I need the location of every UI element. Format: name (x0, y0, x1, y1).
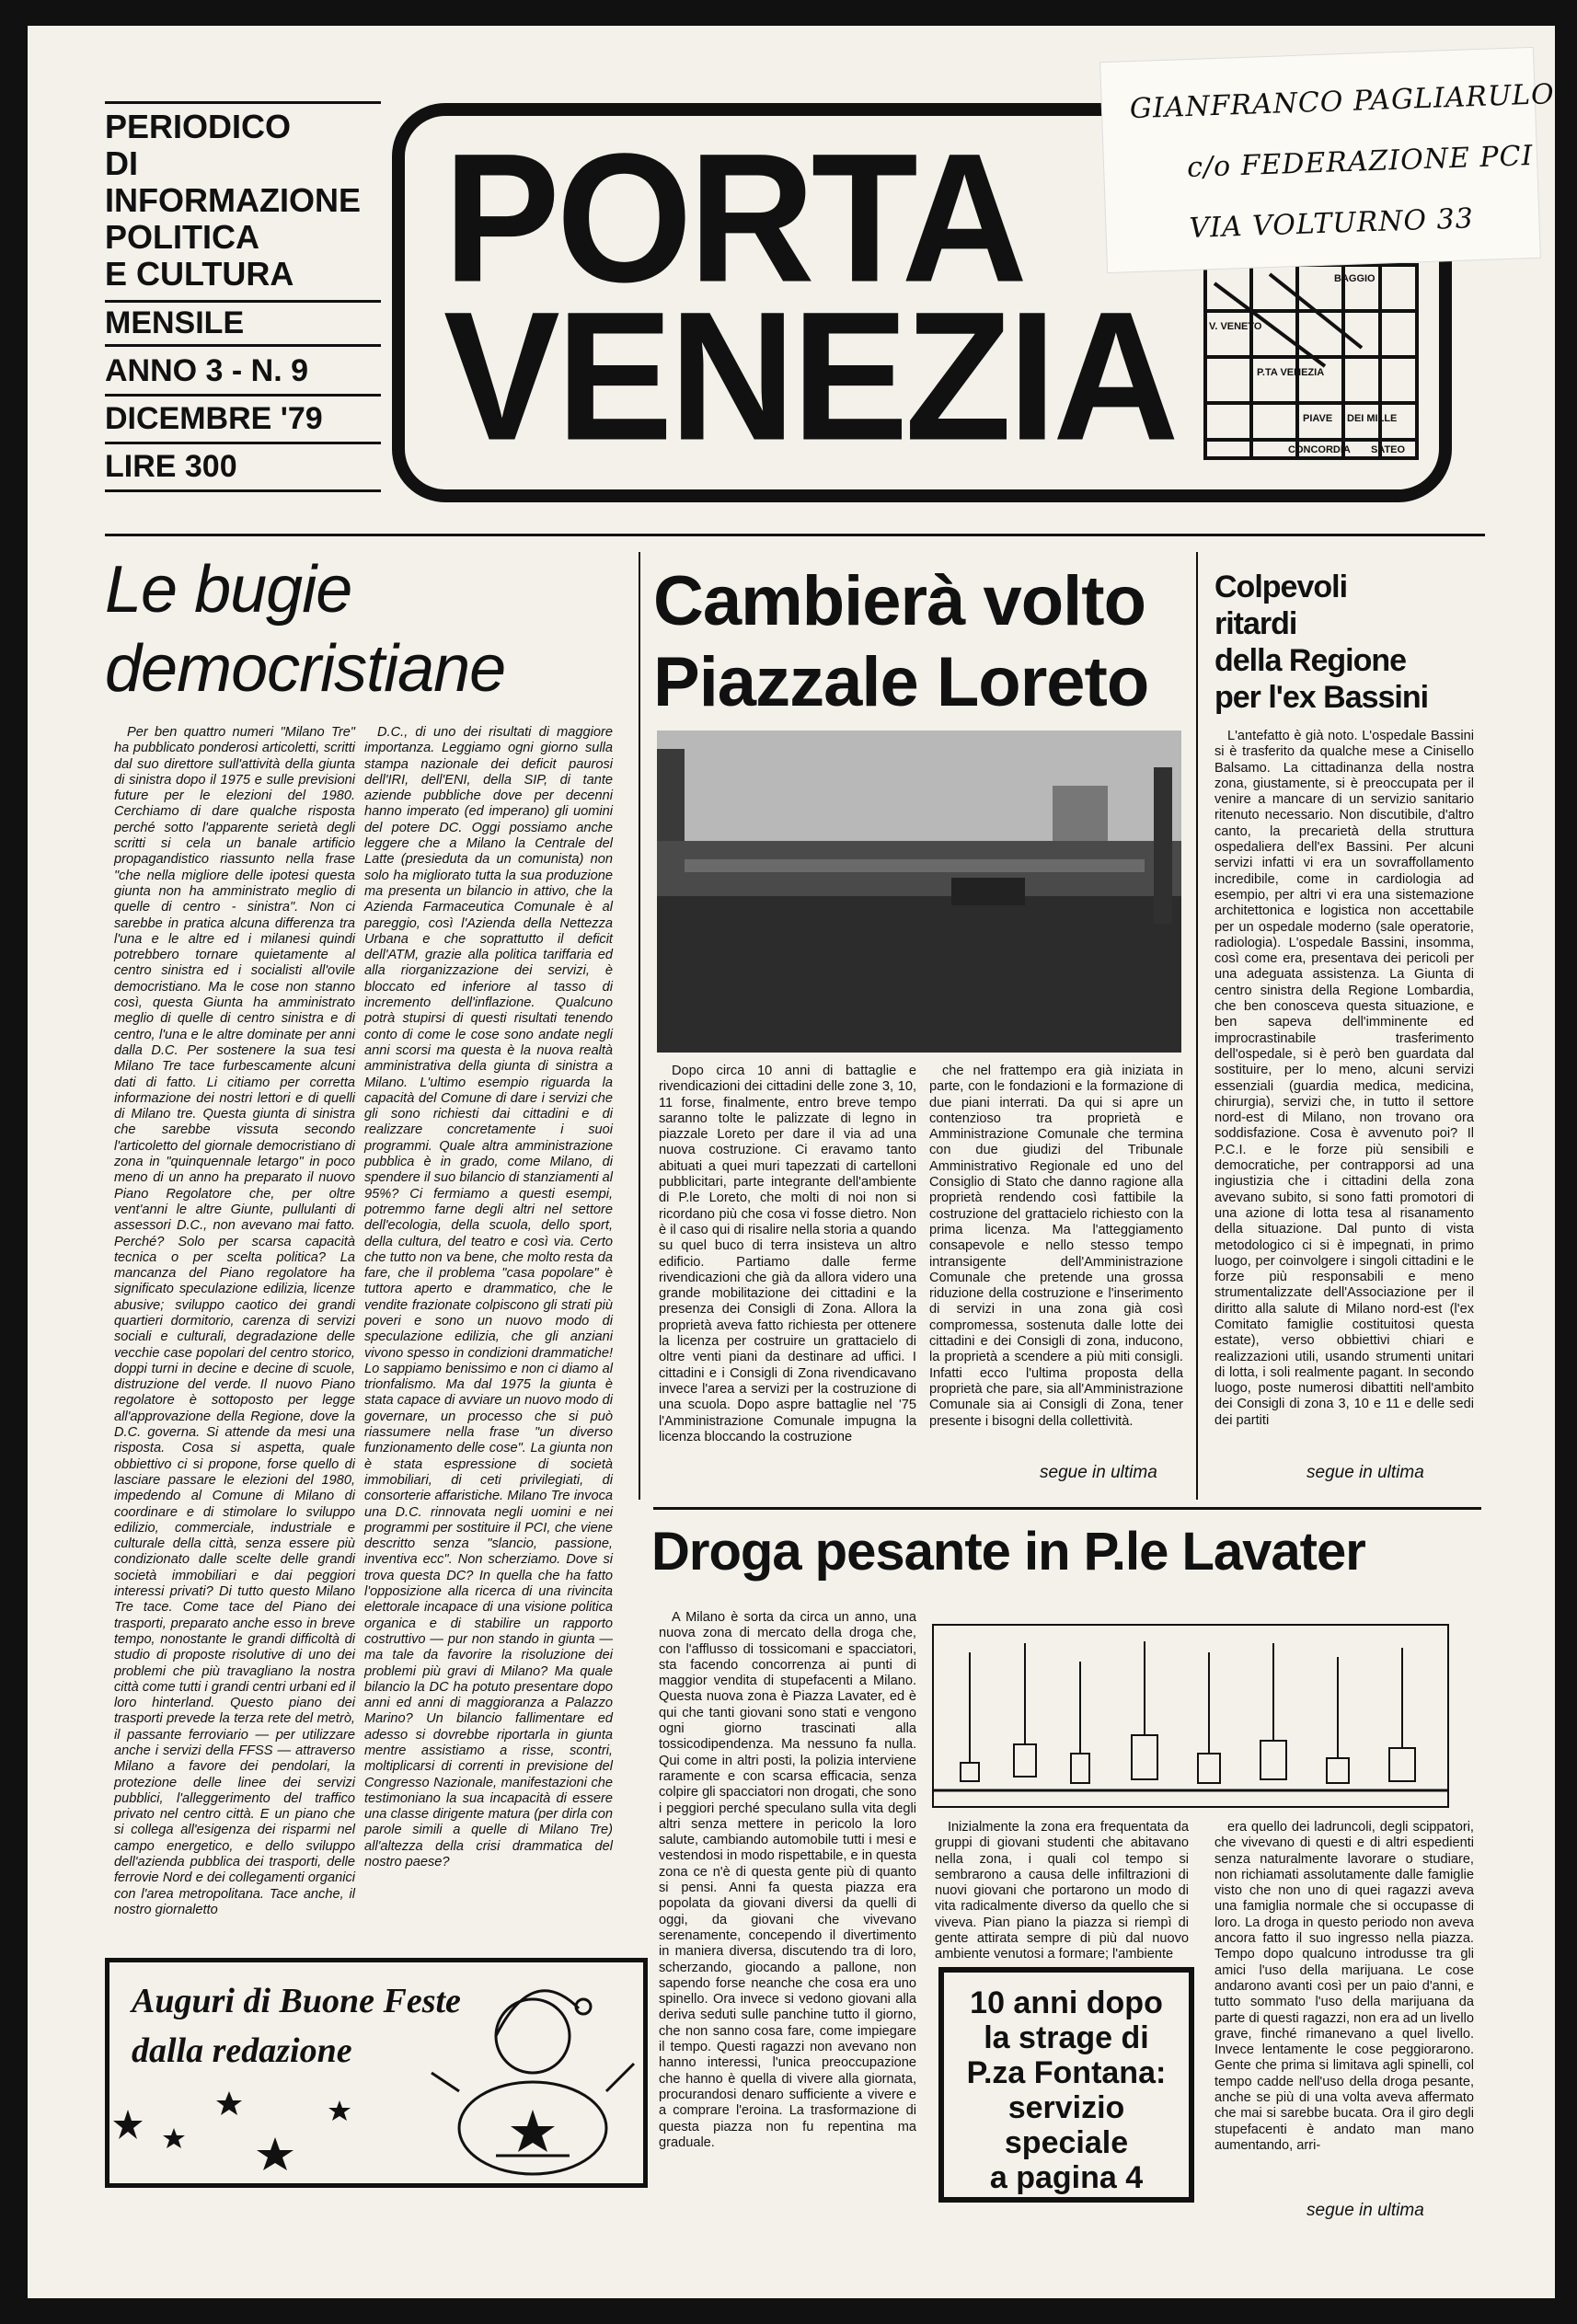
map-label: V. VENETO (1209, 321, 1262, 332)
fontana-line: a pagina 4 (989, 2160, 1144, 2195)
map-label: DEI MILLE (1347, 413, 1398, 424)
section-divider (653, 1507, 1481, 1510)
masthead-rule (105, 442, 381, 444)
masthead-rule (105, 394, 381, 397)
fontana-line: speciale (1004, 2125, 1129, 2160)
area-map (1196, 256, 1426, 467)
info-line: INFORMAZIONE (105, 181, 361, 219)
photo-piazzale-loreto (657, 731, 1181, 1053)
issue-date: DICEMBRE '79 (105, 401, 323, 436)
headline-line: Colpevoli (1214, 569, 1348, 604)
article-droga-col2: Inizialmente la zona era frequentata da gruppi di giovani studenti che abitavano nella zona, i quali col tempo si sembrarono a causa delle infiltrazioni di nuovi giovani che portarono un modo di vita radicalmente diverso da quello che si viveva. Pian piano la piazza si riempì di gente attirata sempre di più dal nuovo ambiente venutosi a formare; l'ambiente (935, 1820, 1189, 1962)
headline-line: per l'ex Bassini (1214, 680, 1429, 715)
headline-loreto (653, 561, 1148, 723)
article-loreto-col2: che nel frattempo era già iniziata in parte, con le fondazioni e la formazione di due piani interrati. Da qui si apre un contenzioso tra proprietà e Amministrazione Comunale che termina con due giudizi del Tribunale Amministrativo Regionale ed uno del Consiglio di Stato che danno ragione alla proprietà rendendo così fattibile la costruzione del grattacielo richiesto con la prima licenza. Ma l'atteggiamento consapevole e nello stesso tempo intransigente dell'Amministrazione Comunale che pretende una grossa riduzione della costruzione e l'inserimento di servizi in una zona già così compromessa, sostenuta dalle lotte dei cittadini e dei Consigli di zona, inducono, la proprietà a scendere a più miti consigli. Infatti ecco l'ultima proposta della proprietà che pare, sia all'Amministrazione Comunale sia ai Consigli di Zona, tener presente i bisogni della collettività. (929, 1064, 1183, 1429)
logo-title-venezia: VENEZIA (443, 273, 1176, 479)
masthead-divider (105, 534, 1485, 536)
headline-line: Le bugie (105, 553, 352, 627)
headline-bugie (105, 550, 620, 708)
issue-number: ANNO 3 - N. 9 (105, 353, 309, 388)
article-bugie-col1: Per ben quattro numeri "Milano Tre" ha pubblicato ponderosi articoletti, scritti dal suo direttore sull'attività della giunta di sinistra dopo il 1975 e sulle previsioni future per le elezioni del 1980. Cerchiamo di dare qualche risposta perché sotto l'apparente serietà degli scritti si cela un banale artificio propagandistico riassunto nella frase "che nella migliore delle ipotesi questa giunta non ha amministrato meglio di quelle di centro - sinistra". Non ci sarebbe in pratica alcuna differenza tra l'una e le altre ed i milanesi quindi potrebbero tornare quietamente al centro sinistra ed i socialisti all'ovile democristiano. Ma le cose non stanno così, questa Giunta ha amministrato meglio di quelle di centro sinistra e di centro, l'una e le altre dominate per anni dalla D.C. Per sostenere la sua tesi Milano Tre tace furbescamente alcuni dati di fatto. Li citiamo per corretta informazione dei nostri lettori e di quelli di Milano tre. Questa giunta di sinistra che sarebbe vissuta secondo l'articoletto del giornale democristiano di zona in "quinquennale letargo" in poco meno di un anno ha preparato il nuovo Piano Regolatore che, per oltre vent'anni le altre Giunte, pullulanti di assessori D.C., non avevano mai fatto. Perché? Solo per scarsa capacità tecnica o per scelta politica? La mancanza del Piano regolatore ha significato speculazione edilizia, licenze abusive; sviluppo caotico dei grandi quartieri dormitorio, carenza di servizi sociali e culturali, degradazione delle vecchie case popolari del centro storico, doppi turni in decine e decine di scuole, distruzione del verde. Il nuovo Piano regolatore è sottoposto per legge all'approvazione della Regione, dove la D.C. governa. Si attende da mesi una risposta. Cosa si aspetta, quale obbiettivo ci si propone, forse quello di lasciare passare le elezioni del 1980, impedendo al Comune di Milano di coordinare e di stimolare lo sviluppo edilizio, commerciale, industriale e culturale della città, senza essere più condizionato dalle scelte delle grandi società immobiliari e dai peggiori interessi privati? Di tutto questo Milano Tre tace. Come tace del Piano dei trasporti, preparato anche esso in breve tempo, nonostante le grandi difficoltà di studio di proposte risolutive di uno dei problemi che più travagliano la nostra città come tutti i grandi centri urbani ed il loro hinterland. Questo piano dei trasporti prevede la terza rete del metrò, il passante ferroviario — per utilizzare anche i servizi della FFSS — attraverso Milano a favore dei pendolari, la protezione delle linee dei servizi pubblici, l'alleggerimento del traffico privato nel centro città. E un piano che si collega all'esigenza dei risparmi nel campo energetico, e dello sviluppo dell'azienda pubblica dei trasporti, delle ferrovie Nord e dei collegamenti organici con l'area metropolitana. Tace anche, il nostro giornaletto (114, 725, 355, 1917)
continued-note: segue in ultima (1306, 2201, 1424, 2220)
fontana-line: servizio (1007, 2090, 1125, 2125)
article-loreto-col1: Dopo circa 10 anni di battaglie e rivendicazioni dei cittadini delle zone 3, 10, 11 forse, finalmente, entro breve tempo saranno tolte le palizzate di legno in piazzale Loreto per dare il via ad una nuova costruzione. Ci eravamo tanto abituati a quei muri tapezzati di cartelloni pubblicitari, parte integrante dell'ambiente di P.le Loreto, che molti di noi non si ricordano più che cosa vi fosse dietro. Non è il caso qui di risalire nella storia a quando su quel buco di terra insisteva un altro edificio. Partiamo dalle ferme rivendicazioni che già da allora videro una grande mobilitazione dei cittadini e la presenza dei Consigli di Zona. Allora la proprietà aveva fatto richiesta per ottenere la licenza per costruire un grattacielo di oltre venti piani da destinare ad uffici. I cittadini e i Consigli di Zona rivendicavano invece l'area a servizi per la costruzione di una scuola. Dopo aspre battaglie nel '75 l'Amministrazione Comunale impugna la licenza bloccando la costruzione (659, 1064, 916, 1444)
greeting-line: dalla redazione (132, 2031, 352, 2070)
info-line: E CULTURA (105, 255, 294, 293)
fontana-line: 10 anni dopo (970, 1985, 1163, 2020)
address-note (1100, 48, 1556, 272)
info-line: DI (105, 144, 138, 182)
map-label: CONCORDIA (1288, 444, 1351, 455)
map-label: PIAVE (1303, 413, 1333, 424)
masthead-rule (105, 344, 381, 347)
article-bassini-body: L'antefatto è già noto. L'ospedale Bassini si è trasferito da qualche mese a Cinisello Balsamo. La cittadinanza della nostra zona, giustamente, si è preoccupata per il venire a mancare di un servizio sanitario ritenuto necessario. Non discutibile, d'altro canto, la precarietà della struttura ospedaliera dell'ex Bassini. Per alcuni servizi infatti vi era un sovraffollamento incredibile, come in cardiologia ad esempio, per altri vi era una sistemazione architettonica e logistica non accettabile per un ospedale moderno (sale operatorie, radiologia). L'ospedale Bassini, insomma, così come era, presentava dei pericoli per una adeguata assistenza. La Giunta di centro sinistra della Regione Lombardia, che ben conosceva questa situazione, e ben sapeva dell'imminente ed improcrastinabile trasferimento dell'ospedale, si è però ben guardata dal sostituire, per lo meno, alcuni servizi essenziali (guardia medica, medicina, chirurgia), servizi che, in tutto il settore nord-est di Milano, non trovano ora soddisfazione. Cosa è avvenuto poi? Il P.C.I. e le forze più sensibili e democratiche, per contrapporsi ad una ingiustizia che i cittadini della zona avevano subito, si sono fatti promotori di una azione di lotta tesa al risanamento della situazione. Dal punto di vista metodologico ci si è impegnati, in primo luogo, per coinvolgere i singoli cittadini e le forze più responsabili e meno strumentalizzate dell'Associazione per il diritto alla salute di Milano nord-est (l'ex Comitato famiglie costituitosi questa estate), verso obbiettivi chiari e realizzazioni utili, usando strumenti unitari di lotta, i soli realmente pagant. In secondo luogo, poste numerosi dibattiti nell'ambito dei Consigli di zona 3, 10 e 11 e delle sedi dei partiti (1214, 729, 1474, 1428)
address-line: VIA VOLTURNO 33 (1188, 202, 1475, 246)
price: LIRE 300 (105, 449, 237, 484)
masthead-top-rule (105, 101, 381, 104)
continued-note: segue in ultima (1040, 1463, 1157, 1482)
fontana-line: P.za Fontana: (966, 2055, 1167, 2090)
headline-line: della Regione (1214, 643, 1407, 678)
fontana-line: la strage di (984, 2020, 1149, 2055)
headline-line: Piazzale Loreto (653, 643, 1149, 721)
headline-bassini (1214, 569, 1428, 716)
masthead-info (105, 109, 381, 293)
headline-line: ritardi (1214, 606, 1297, 641)
article-droga-col1: A Milano è sorta da circa un anno, una nuova zona di mercato della droga che, con l'afflusso di tossicomani e spacciatori, sta facendo concorrenza ai punti di maggior vendita di stupefacenti a Milano. Questa nuova zona è Piazza Lavater, ed è qui che tanti giovani sono stati e vengono ogni giorno trascinati alla tossicodipendenza. Ma nessuno fa nulla. Qui come in altri posti, la polizia interviene raramente e con scarsa efficacia, senza colpire gli spacciatori non drogati, che sono i peggiori perché speculano sulla vita degli altri senza mettere in pericolo la loro salute, cambiando automobile tutti i mesi e vestendosi in modo rispettabile, e in questa zona ce n'è di questa gente più di quanto si pensi. Anni fa questa piazza era popolata da giovani diversi da quelli di oggi, da giovani che vivevano serenamente, concependo il divertimento in maniera diversa, discutendo tra di loro, scherzando, giocando a pallone, non sapendo forse neanche che cosa era uno spinello. Ora invece si vedono giovani alla deriva seduti sulle panchine tutto il giorno, che non sanno cosa fare, come impiegare il tempo. Questi ragazzi non avevano non hanno interessi, l'unica preoccupazione che hanno è quella di vivere alla giornata, procurandosi denaro sufficiente a vivere e a comprare l'eroina. La trasformazione di questa piazza non fu repentina ma graduale. (659, 1610, 916, 2150)
map-label: BAGGIO (1334, 273, 1376, 284)
newspaper-page (28, 26, 1555, 2298)
greeting-box (105, 1958, 648, 2188)
logo-title-porta: PORTA (443, 115, 1024, 321)
santa-illustration (432, 1972, 643, 2183)
frequency: MENSILE (105, 305, 245, 340)
info-line: PERIODICO (105, 108, 292, 145)
article-bugie-col2: D.C., di uno dei risultati di maggiore importanza. Leggiamo ogni giorno sulla stampa nazionale dei deficit paurosi dell'IRI, dell'ENI, della SIP, di tante aziende pubbliche dove per decenni hanno imperato (ed imperano) gli uomini del potere DC. Oggi possiamo anche leggere che a Milano la Centrale del Latte (presieduta da un comunista) non solo ha migliorato tutta la sua produzione ma presenta un bilancio in attivo, che la Azienda Farmaceutica Comunale è al pareggio, così l'Azienda della Nettezza Urbana e che soprattutto il deficit dell'ATM, grazie alla politica tariffaria ed alla riorganizzazione dei servizi, è bloccato ed inferiore al tasso di incremento dell'inflazione. Qualcuno potrà stupirsi di questi risultati tenendo conto di come le cose sono andate negli anni scorsi ma questa è la nuova realtà amministrativa della giunta di sinistra a Milano. L'ultimo esempio riguarda la capacità del Comune di dare i servizi che gli sono richiesti dai cittadini e di realizzare concretamente i suoi programmi. Quale altra amministrazione pubblica è in grado, come Milano, di spendere il suo bilancio di stanziamenti al 95%? Ci fermiamo a questi esempi, potremmo farne degli altri nel settore dell'ecologia, della scuola, dello sport, della cultura, del teatro e così via. Certo che tutto non va bene, che molto resta da fare, che il problema "casa popolare" è tuttora aperto e drammatico, che le vendite frazionate colpiscono gli strati più poveri e sono un nuovo modo di speculazione edilizia, che gli anziani vivono spesso in condizioni drammatiche! Lo sappiamo benissimo e non ci diamo al trionfalismo. Ma dal 1975 la giunta è stata capace di avviare un nuovo modo di governare, un processo che si può riassumere nella frase "un diverso funzionamento delle cose". La giunta non è stata espressione di società immobiliari, di ceti privilegiati, di consorterie affaristiche. Milano Tre invoca una D.C. rinnovata negli uomini e nei programmi per sostituire il PCI, che viene descritto senza "slancio, passione, inventiva ecc". Non scherziamo. Dove si trova questa DC? In quella che ha fatto l'opposizione alla ricerca di una rivincita elettorale incapace di una visione politica organica e di stabilire un rapporto costruttivo — pur non stando in giunta — ma tale da favorire la risoluzione dei problemi più gravi di Milano? Ma quale bilancio la DC ha potuto presentare dopo anni ed anni di maggioranza a Palazzo Marino? Un bilancio fallimentare ed adesso si dovrebbe riportarla in giunta mentre assistiamo a risse, scontri, moltiplicarsi di correnti in previsione del Congresso Nazionale, manifestazioni che testimoniano la sua incapacità di essere una classe dirigente matura (per dirla con parole simili a quelle di Milano Tre) all'altezza della crisi drammatica del nostro paese? (364, 725, 613, 1870)
article-droga-col3: era quello dei ladruncoli, degli scippatori, che vivevano di questi e di altri espedienti senza naturalmente lavorare o studiare, non richiamati assolutamente dalle famiglie visto che non uno di quei ragazzi aveva una famiglia normale che si occupasse di loro. La droga in questo periodo non aveva ancora fatto il suo ingresso nella piazza. Tempo dopo qualcuno introdusse tra gli amici l'uso della marijuana. Le cose andarono avanti così per un paio d'anni, e tutto sommato l'uso della marijuana da parte di questi ragazzi, non era ad un livello grave, finché rimanevano a quel livello. Invece lentamente le cose peggiorarono. Gente che prima si limitava agli spinelli, col tempo cadde nell'uso della droga pesante, anche se più di una volta aveva affermato che mai si sarebbe bucata. Ora il giro degli stupefacenti è andato man mano aumentando, arri- (1214, 1820, 1474, 2153)
headline-droga: Droga pesante in P.le Lavater (651, 1522, 1365, 1582)
address-line: GIANFRANCO PAGLIARULO (1129, 78, 1556, 126)
map-label: P.TA VENEZIA (1257, 367, 1325, 378)
masthead-rule (105, 300, 381, 303)
headline-line: Cambierà volto (653, 562, 1146, 640)
photo-image (657, 731, 1181, 1053)
column-divider (639, 552, 640, 1500)
column-divider (1196, 552, 1198, 1500)
info-line: POLITICA (105, 218, 259, 256)
address-line: c/o FEDERAZIONE PCI (1186, 139, 1534, 185)
greeting-line: Auguri di Buone Feste (132, 1982, 461, 2020)
masthead-rule (105, 489, 381, 492)
syringes-illustration (933, 1625, 1448, 1807)
headline-line: democristiane (105, 632, 506, 706)
map-label: SATEO (1371, 444, 1406, 455)
continued-note: segue in ultima (1306, 1463, 1424, 1482)
fontana-box (938, 1967, 1194, 2203)
